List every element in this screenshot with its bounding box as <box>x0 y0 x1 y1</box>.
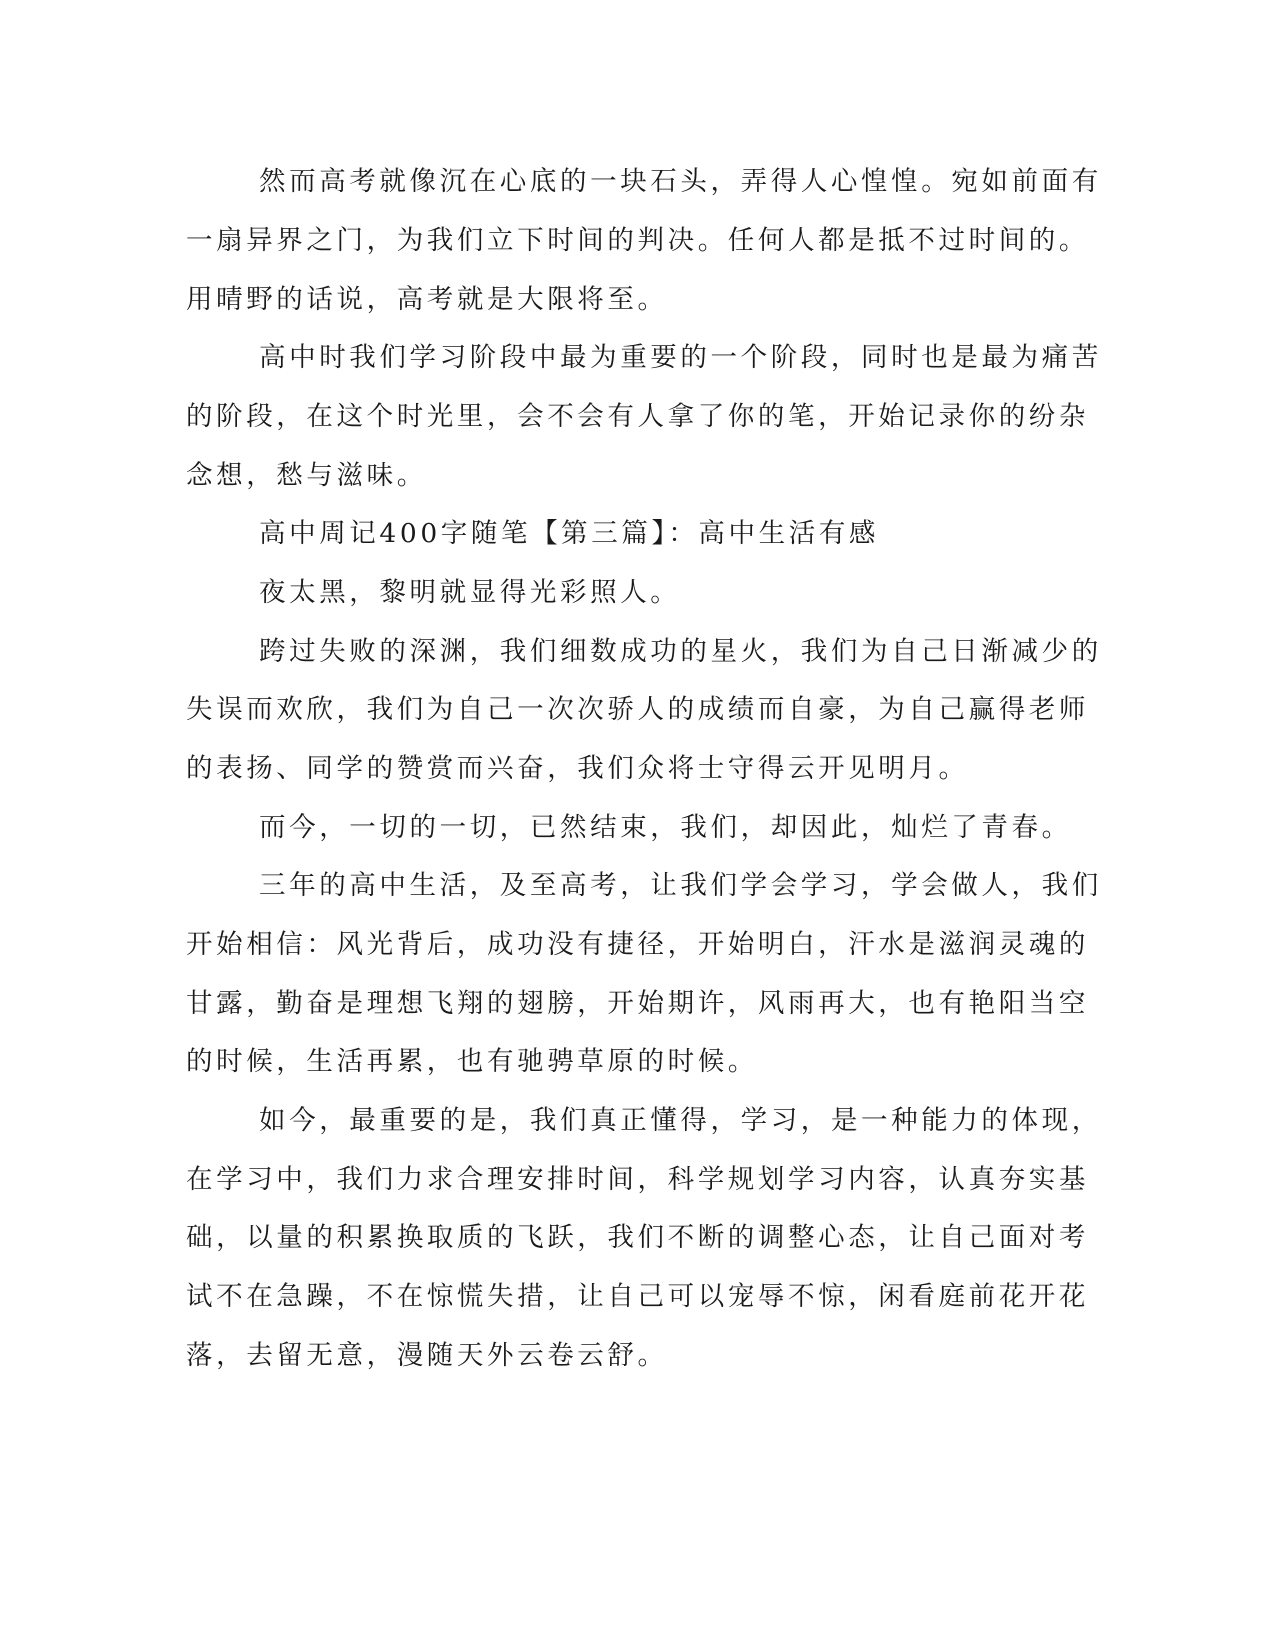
text-line: 础，以量的积累换取质的飞跃，我们不断的调整心态，让自己面对考 <box>186 1222 1089 1253</box>
text-line: 念想，愁与滋味。 <box>186 460 427 491</box>
text-line: 如今，最重要的是，我们真正懂得，学习，是一种能力的体现， <box>259 1105 1102 1136</box>
text-line: 的时候，生活再累，也有驰骋草原的时候。 <box>186 1046 758 1077</box>
text-line: 一扇异界之门，为我们立下时间的判决。任何人都是抵不过时间的。 <box>186 225 1089 256</box>
text-line: 跨过失败的深渊，我们细数成功的星火，我们为自己日渐减少的 <box>259 636 1102 667</box>
text-line: 用晴野的话说，高考就是大限将至。 <box>186 284 668 315</box>
text-line: 高中时我们学习阶段中最为重要的一个阶段，同时也是最为痛苦 <box>259 342 1102 373</box>
text-line: 甘露，勤奋是理想飞翔的翅膀，开始期许，风雨再大，也有艳阳当空 <box>186 988 1089 1019</box>
text-line: 试不在急躁，不在惊慌失措，让自己可以宠辱不惊，闲看庭前花开花 <box>186 1281 1089 1312</box>
text-line: 在学习中，我们力求合理安排时间，科学规划学习内容，认真夯实基 <box>186 1164 1089 1195</box>
text-line: 夜太黑，黎明就显得光彩照人。 <box>259 577 681 608</box>
text-line: 三年的高中生活，及至高考，让我们学会学习，学会做人，我们 <box>259 870 1102 901</box>
text-line: 开始相信：风光背后，成功没有捷径，开始明白，汗水是滋润灵魂的 <box>186 929 1089 960</box>
section-heading: 高中周记400字随笔【第三篇】：高中生活有感 <box>259 518 880 549</box>
text-line: 的阶段，在这个时光里，会不会有人拿了你的笔，开始记录你的纷杂 <box>186 401 1089 432</box>
text-line: 失误而欢欣，我们为自己一次次骄人的成绩而自豪，为自己赢得老师 <box>186 694 1089 725</box>
text-line: 落，去留无意，漫随天外云卷云舒。 <box>186 1340 668 1371</box>
text-line: 然而高考就像沉在心底的一块石头，弄得人心惶惶。宛如前面有 <box>259 166 1102 197</box>
text-line: 的表扬、同学的赞赏而兴奋，我们众将士守得云开见明月。 <box>186 753 969 784</box>
text-line: 而今，一切的一切，已然结束，我们，却因此，灿烂了青春。 <box>259 812 1072 843</box>
